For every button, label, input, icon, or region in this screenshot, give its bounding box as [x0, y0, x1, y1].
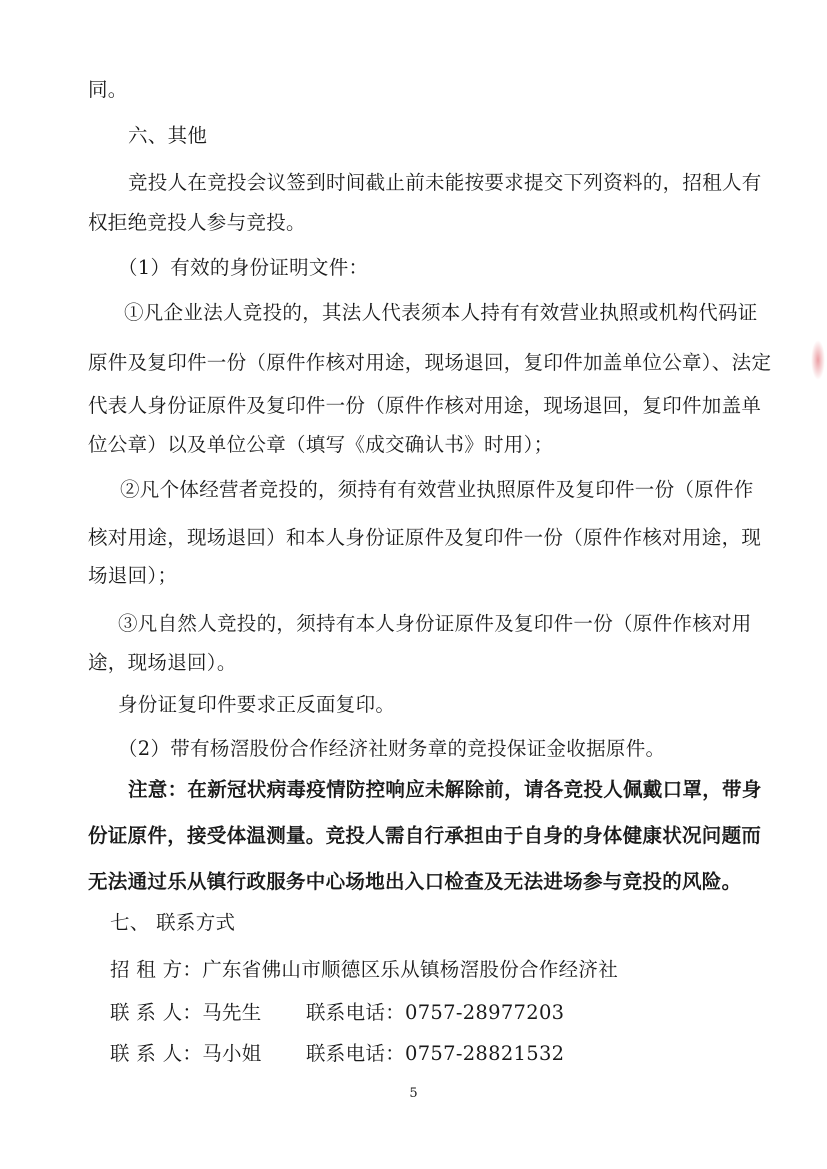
text-line: （2）带有杨滘股份合作经济社财务章的竞投保证金收据原件。	[118, 737, 666, 760]
text-line: 途，现场退回）。	[88, 651, 237, 674]
text-line: 同。	[88, 78, 128, 101]
contact-name: 联 系 人：马小姐	[110, 1042, 262, 1065]
text-line: 代表人身份证原件及复印件一份（原件作核对用途，现场退回，复印件加盖单	[88, 394, 762, 417]
text-line: 身份证复印件要求正反面复印。	[118, 693, 396, 716]
contact-phone: 联系电话：0757-28977203	[306, 1001, 565, 1024]
text-line: 核对用途，现场退回）和本人身份证原件及复印件一份（原件作核对用途，现	[88, 526, 762, 549]
text-line: （1）有效的身份证明文件：	[118, 256, 369, 279]
notice-line: 注意：在新冠状病毒疫情防控响应未解除前，请各竞投人佩戴口罩，带身	[128, 778, 762, 801]
notice-line: 份证原件，接受体温测量。竞投人需自行承担由于自身的身体健康状况问题而	[88, 824, 762, 847]
section-heading-other: 六、其他	[128, 124, 208, 147]
contact-name: 联 系 人：马先生	[110, 1001, 262, 1024]
contact-row	[110, 1041, 564, 1067]
text-line: 原件及复印件一份（原件作核对用途，现场退回，复印件加盖单位公章）、法定	[88, 351, 772, 374]
lessor-line: 招 租 方：广东省佛山市顺德区乐从镇杨滘股份合作经济社	[110, 958, 618, 981]
page-number: 5	[409, 1086, 418, 1101]
contact-phone: 联系电话：0757-28821532	[306, 1042, 565, 1065]
text-line: ③凡自然人竞投的，须持有本人身份证原件及复印件一份（原件作核对用	[118, 612, 752, 635]
notice-line: 无法通过乐从镇行政服务中心场地出入口检查及无法进场参与竞投的风险。	[88, 870, 742, 893]
text-line: ①凡企业法人竞投的，其法人代表须本人持有有效营业执照或机构代码证	[124, 301, 758, 324]
text-line: 位公章）以及单位公章（填写《成交确认书》时用）；	[88, 433, 554, 456]
text-line: ②凡个体经营者竞投的，须持有有效营业执照原件及复印件一份（原件作	[120, 478, 754, 501]
seal-edge-mark	[811, 340, 825, 380]
text-line: 竞投人在竞投会议签到时间截止前未能按要求提交下列资料的，招租人有	[128, 171, 762, 194]
text-line: 权拒绝竞投人参与竞投。	[88, 211, 306, 234]
contact-row	[110, 1000, 564, 1026]
section-heading-contact: 七、 联系方式	[110, 911, 236, 934]
text-line: 场退回）；	[88, 564, 178, 587]
